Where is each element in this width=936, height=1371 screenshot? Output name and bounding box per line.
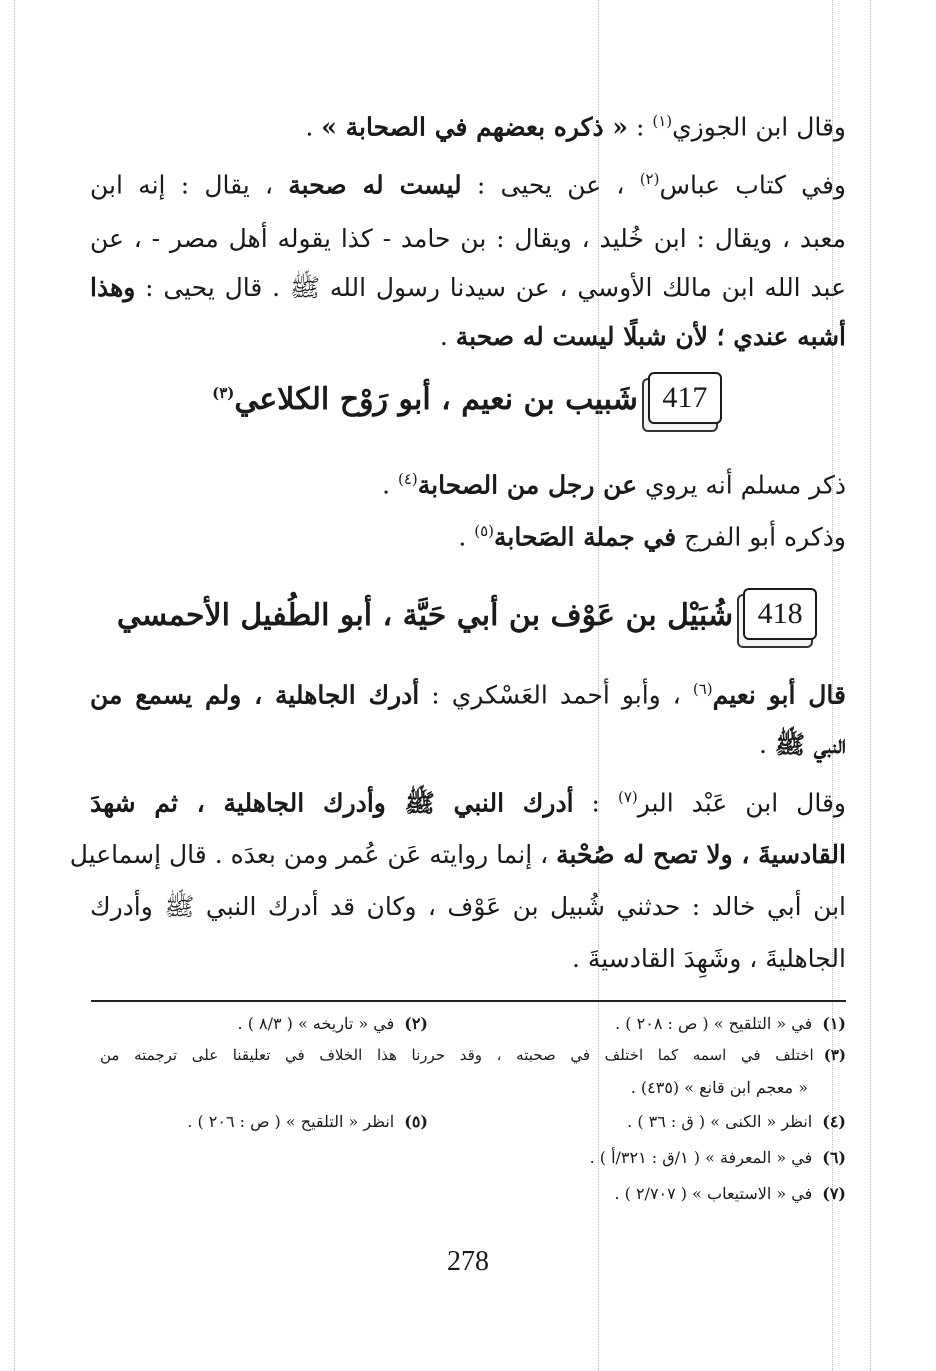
entry-heading-418 (90, 588, 846, 660)
paragraph-line: وفي كتاب عباس$^{(٢)}$ ، عن يحيى : ليست له صحبة ، يقال : إنه ابن (90, 170, 846, 200)
footnote: (٧)في « الاستيعاب » ( ٢/٧٠٧ ) . (614, 1184, 846, 1203)
footnote-separator (91, 1000, 846, 1002)
footnote: (٤)انظر « الكنى » ( ق : ٣٦ ) . (627, 1112, 846, 1131)
paragraph-line: عبد الله ابن مالك الأوسي ، عن سيدنا رسول الله ﷺ . قال يحيى : وهذا (90, 273, 846, 302)
paragraph-line: معبد ، ويقال : ابن خُليد ، ويقال : بن حامد - كذا يقوله أهل مصر - ، عن (90, 224, 846, 253)
paragraph-line: ابن أبي خالد : حدثني شُبيل بن عَوْف ، وكان قد أدرك النبي ﷺ وأدرك (90, 892, 846, 921)
entry-title: شَبيب بن نعيم ، أبو رَوْح الكلاعي$^{(٣)}$ (212, 381, 638, 417)
footnote: (٢)في « تاريخه » ( ٨/٣ ) . (237, 1014, 428, 1033)
footnote: (٥)انظر « التلقيح » ( ص : ٢٠٦ ) . (187, 1112, 428, 1131)
paragraph-line: النبي ﷺ . (758, 730, 846, 759)
entry-title: شُبَيْل بن عَوْف بن أبي حَيَّة ، أبو الطُفيل الأحمسي (116, 597, 734, 633)
entry-heading-417 (90, 372, 846, 444)
paragraph-line: وذكره أبو الفرج في جملة الصَحابة$^{(٥)}$ . (458, 522, 846, 552)
footnote-continuation: « معجم ابن قانع » (٤٣٥) . (630, 1078, 808, 1097)
footnote: (١)في « التلقيح » ( ص : ٢٠٨ ) . (615, 1014, 846, 1033)
paragraph-line: أشبه عندي ؛ لأن شبلًا ليست له صحبة . (439, 322, 846, 351)
scan-artifact-line (870, 0, 871, 1371)
paragraph-line: قال أبو نعيم$^{(٦)}$ ، وأبو أحمد العَسْكري : أدرك الجاهلية ، ولم يسمع من (90, 680, 846, 710)
entry-number-badge: 418 (743, 588, 819, 642)
page-number: 278 (447, 1246, 489, 1277)
entry-number-badge: 417 (648, 372, 724, 426)
paragraph-line: وقال ابن الجوزي$^{(١)}$ : « ذكره بعضهم في الصحابة » . (305, 112, 846, 142)
footnote: (٣)اختلف في اسمه كما اختلف في صحبته ، وقد حررنا هذا الخلاف في تعليقنا على ترجمته من (100, 1046, 846, 1064)
paragraph-line: الجاهليةَ ، وشَهِدَ القادسيةَ . (571, 944, 846, 973)
paragraph-line: القادسيةَ ، ولا تصح له صُحْبة ، إنما روايته عَن عُمر ومن بعدَه . قال إسماعيل (69, 840, 846, 869)
paragraph-line: ذكر مسلم أنه يروي عن رجل من الصحابة$^{(٤)}$ . (382, 470, 846, 500)
paragraph-line: وقال ابن عَبْد البر$^{(٧)}$ : أدرك النبي ﷺ وأدرك الجاهلية ، ثم شهدَ (90, 788, 846, 818)
footnote: (٦)في « المعرفة » ( ١/ق : ٣٢١/أ ) . (589, 1148, 846, 1167)
scan-artifact-line (14, 0, 15, 1371)
